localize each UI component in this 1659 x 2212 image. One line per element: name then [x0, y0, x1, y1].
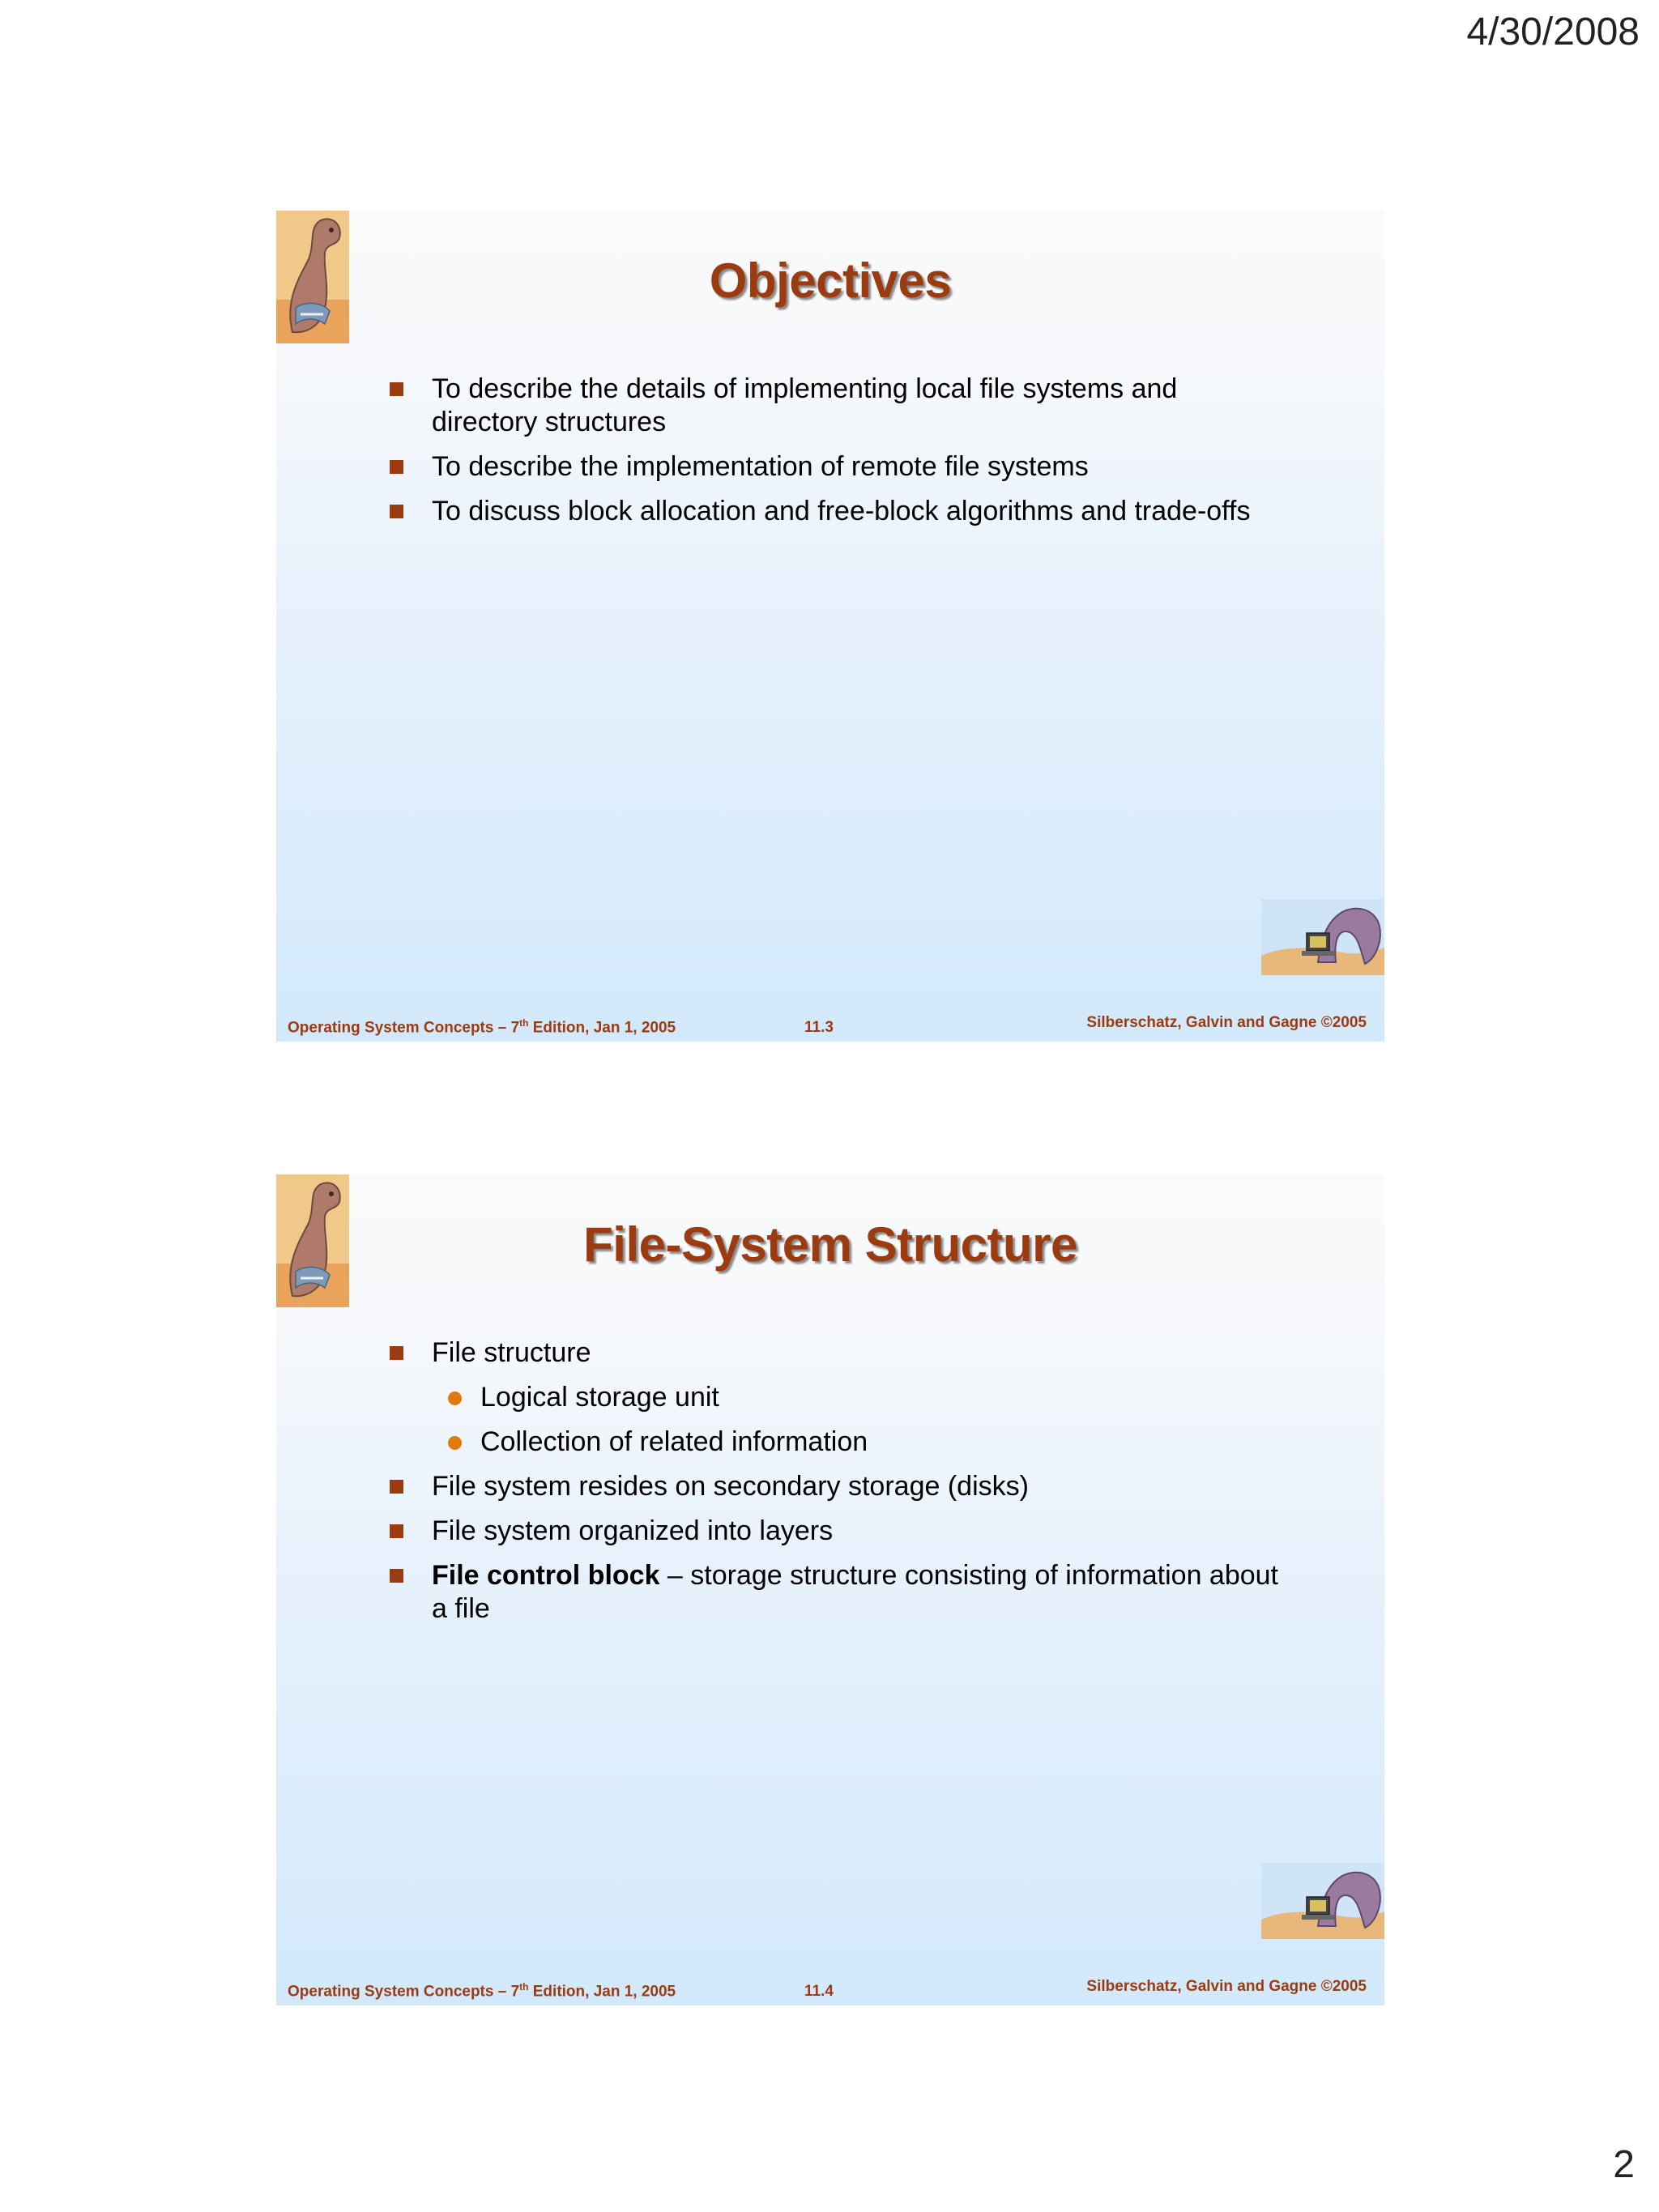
round-bullet-icon: [448, 1392, 462, 1405]
dinosaur-laptop-icon: [1261, 1863, 1384, 1939]
square-bullet-icon: [390, 1569, 403, 1583]
bullet-text: File system resides on secondary storage (disks): [432, 1471, 1029, 1502]
slide-title: File-System Structure: [583, 1217, 1077, 1272]
bullet-text: File system organized into layers: [432, 1515, 834, 1546]
slide-footer: [276, 1012, 1384, 1037]
footer-slide-number: 11.4: [804, 1983, 834, 2000]
list-item: [390, 495, 1281, 528]
bullet-list: [390, 1336, 1281, 1637]
bullet-text: To describe the implementation of remote file systems: [432, 451, 1089, 482]
list-item: [390, 373, 1281, 439]
bullet-text: To discuss block allocation and free-block algorithms and trade-offs: [432, 496, 1251, 526]
square-bullet-icon: [390, 505, 403, 518]
square-bullet-icon: [390, 1346, 403, 1360]
slide-file-system-structure: [276, 1174, 1384, 2005]
bullet-text: To describe the details of implementing local file systems and directory structures: [432, 373, 1178, 437]
slide-objectives: [276, 211, 1384, 1042]
footer-slide-number: 11.3: [804, 1019, 834, 1036]
list-item: [390, 1470, 1281, 1503]
page-number: 2: [1613, 2143, 1635, 2186]
slide-title: Objectives: [709, 254, 952, 308]
bullet-text: Logical storage unit: [480, 1382, 719, 1413]
sub-list-item: [390, 1381, 1281, 1414]
bullet-list: [390, 373, 1281, 539]
term-bold: File control block: [432, 1560, 660, 1591]
list-item: [390, 1336, 1281, 1370]
square-bullet-icon: [390, 1524, 403, 1538]
square-bullet-icon: [390, 382, 403, 396]
round-bullet-icon: [448, 1436, 462, 1450]
footer-copyright: Silberschatz, Galvin and Gagne ©2005: [1086, 1014, 1367, 1031]
list-item: [390, 1515, 1281, 1548]
bullet-text: Collection of related information: [480, 1426, 868, 1457]
slide-footer: [276, 1976, 1384, 2001]
bullet-text: [432, 1560, 1278, 1624]
footer-copyright: Silberschatz, Galvin and Gagne ©2005: [1086, 1978, 1367, 1995]
page-date: 4/30/2008: [1466, 11, 1640, 53]
term-definition: – storage structure consisting of information about a file: [432, 1560, 1279, 1624]
dinosaur-laptop-icon: [1261, 899, 1384, 975]
list-item: [390, 1559, 1281, 1626]
bullet-text: File structure: [432, 1337, 591, 1368]
square-bullet-icon: [390, 1480, 403, 1494]
footer-book-info: Operating System Concepts – 7th Edition, Jan 1, 2005: [288, 1016, 676, 1036]
sub-list-item: [390, 1426, 1281, 1459]
footer-book-info: Operating System Concepts – 7th Edition, Jan 1, 2005: [288, 1980, 676, 2000]
square-bullet-icon: [390, 460, 403, 474]
list-item: [390, 450, 1281, 484]
